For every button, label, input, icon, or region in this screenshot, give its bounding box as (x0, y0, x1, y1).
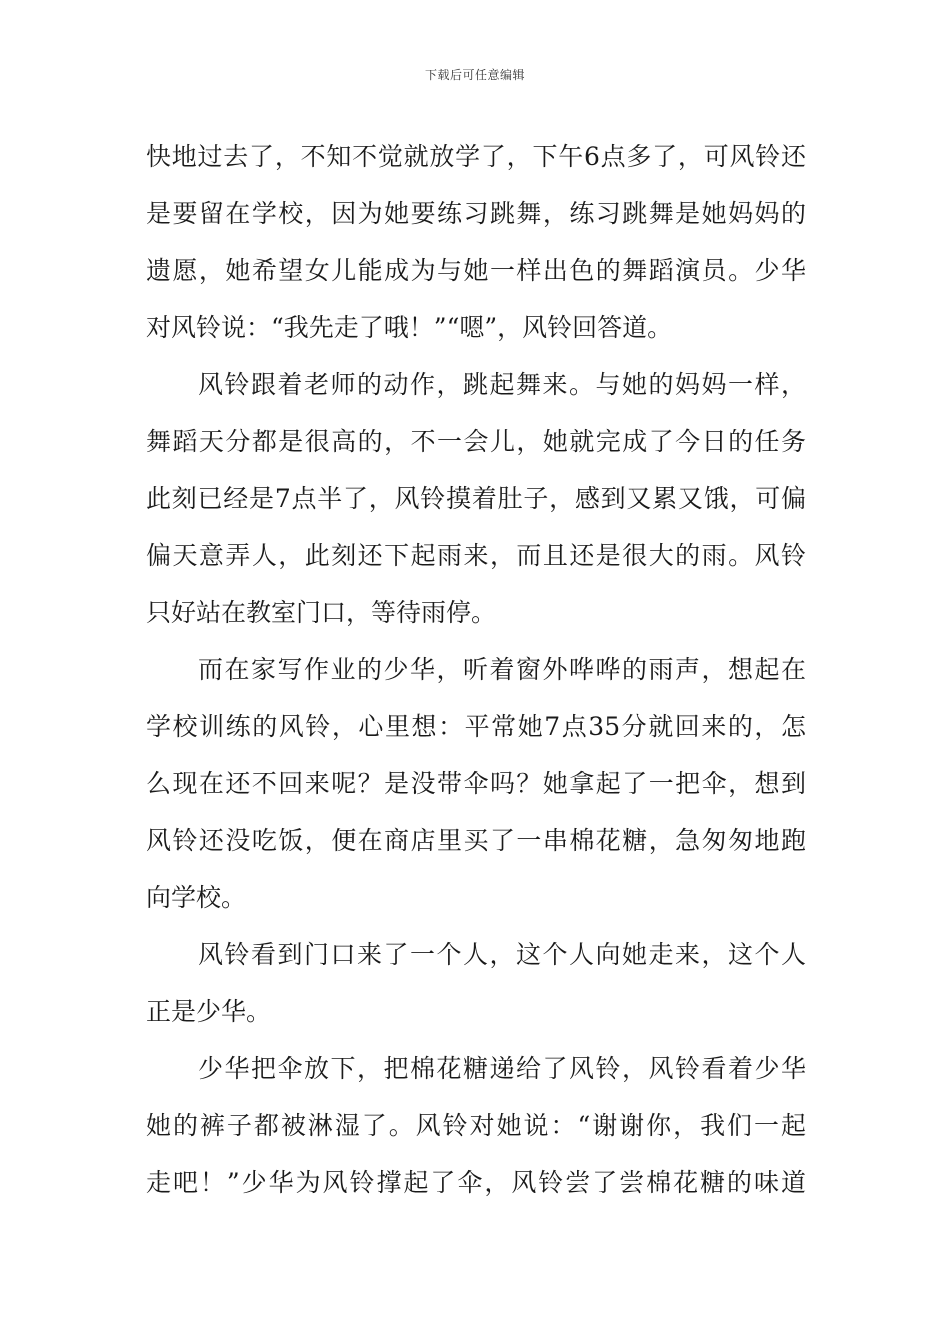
text-line: 么现在还不回来呢？是没带伞吗？她拿起了一把伞，想到 (146, 769, 806, 798)
text-line: 对风铃说：“我先走了哦！”“嗯”，风铃回答道。 (146, 313, 673, 342)
text-line: 只好站在教室门口，等待雨停。 (146, 598, 497, 627)
text-line: 舞蹈天分都是很高的，不一会儿，她就完成了今日的任务 (146, 427, 806, 456)
text-line: 风铃还没吃饭，便在商店里买了一串棉花糖，急匆匆地跑 (146, 826, 806, 855)
paragraph-start-line: 风铃看到门口来了一个人，这个人向她走来，这个人 (198, 940, 806, 969)
text-line: 是要留在学校，因为她要练习跳舞，练习跳舞是她妈妈的 (146, 199, 806, 228)
text-line: 偏天意弄人，此刻还下起雨来，而且还是很大的雨。风铃 (146, 541, 806, 570)
paragraph-start-line: 少华把伞放下，把棉花糖递给了风铃，风铃看着少华 (198, 1054, 806, 1083)
paragraph-start-line: 而在家写作业的少华，听着窗外哗哗的雨声，想起在 (198, 655, 806, 684)
paragraph-start-line: 风铃跟着老师的动作，跳起舞来。与她的妈妈一样， (198, 370, 806, 399)
page-header: 下载后可任意编辑 (424, 68, 525, 82)
text-line: 此刻已经是7点半了，风铃摸着肚子，感到又累又饿，可偏 (146, 484, 806, 513)
text-line: 遗愿，她希望女儿能成为与她一样出色的舞蹈演员。少华 (146, 256, 806, 285)
text-line: 她的裤子都被淋湿了。风铃对她说：“谢谢你，我们一起 (146, 1111, 806, 1140)
text-line: 学校训练的风铃，心里想：平常她7点35分就回来的，怎 (146, 712, 806, 741)
text-line: 向学校。 (146, 883, 247, 912)
text-line: 正是少华。 (146, 997, 272, 1026)
text-line: 走吧！”少华为风铃撑起了伞，风铃尝了尝棉花糖的味道 (146, 1168, 806, 1197)
text-line: 快地过去了，不知不觉就放学了，下午6点多了，可风铃还 (146, 142, 806, 171)
document-body (146, 128, 806, 1211)
